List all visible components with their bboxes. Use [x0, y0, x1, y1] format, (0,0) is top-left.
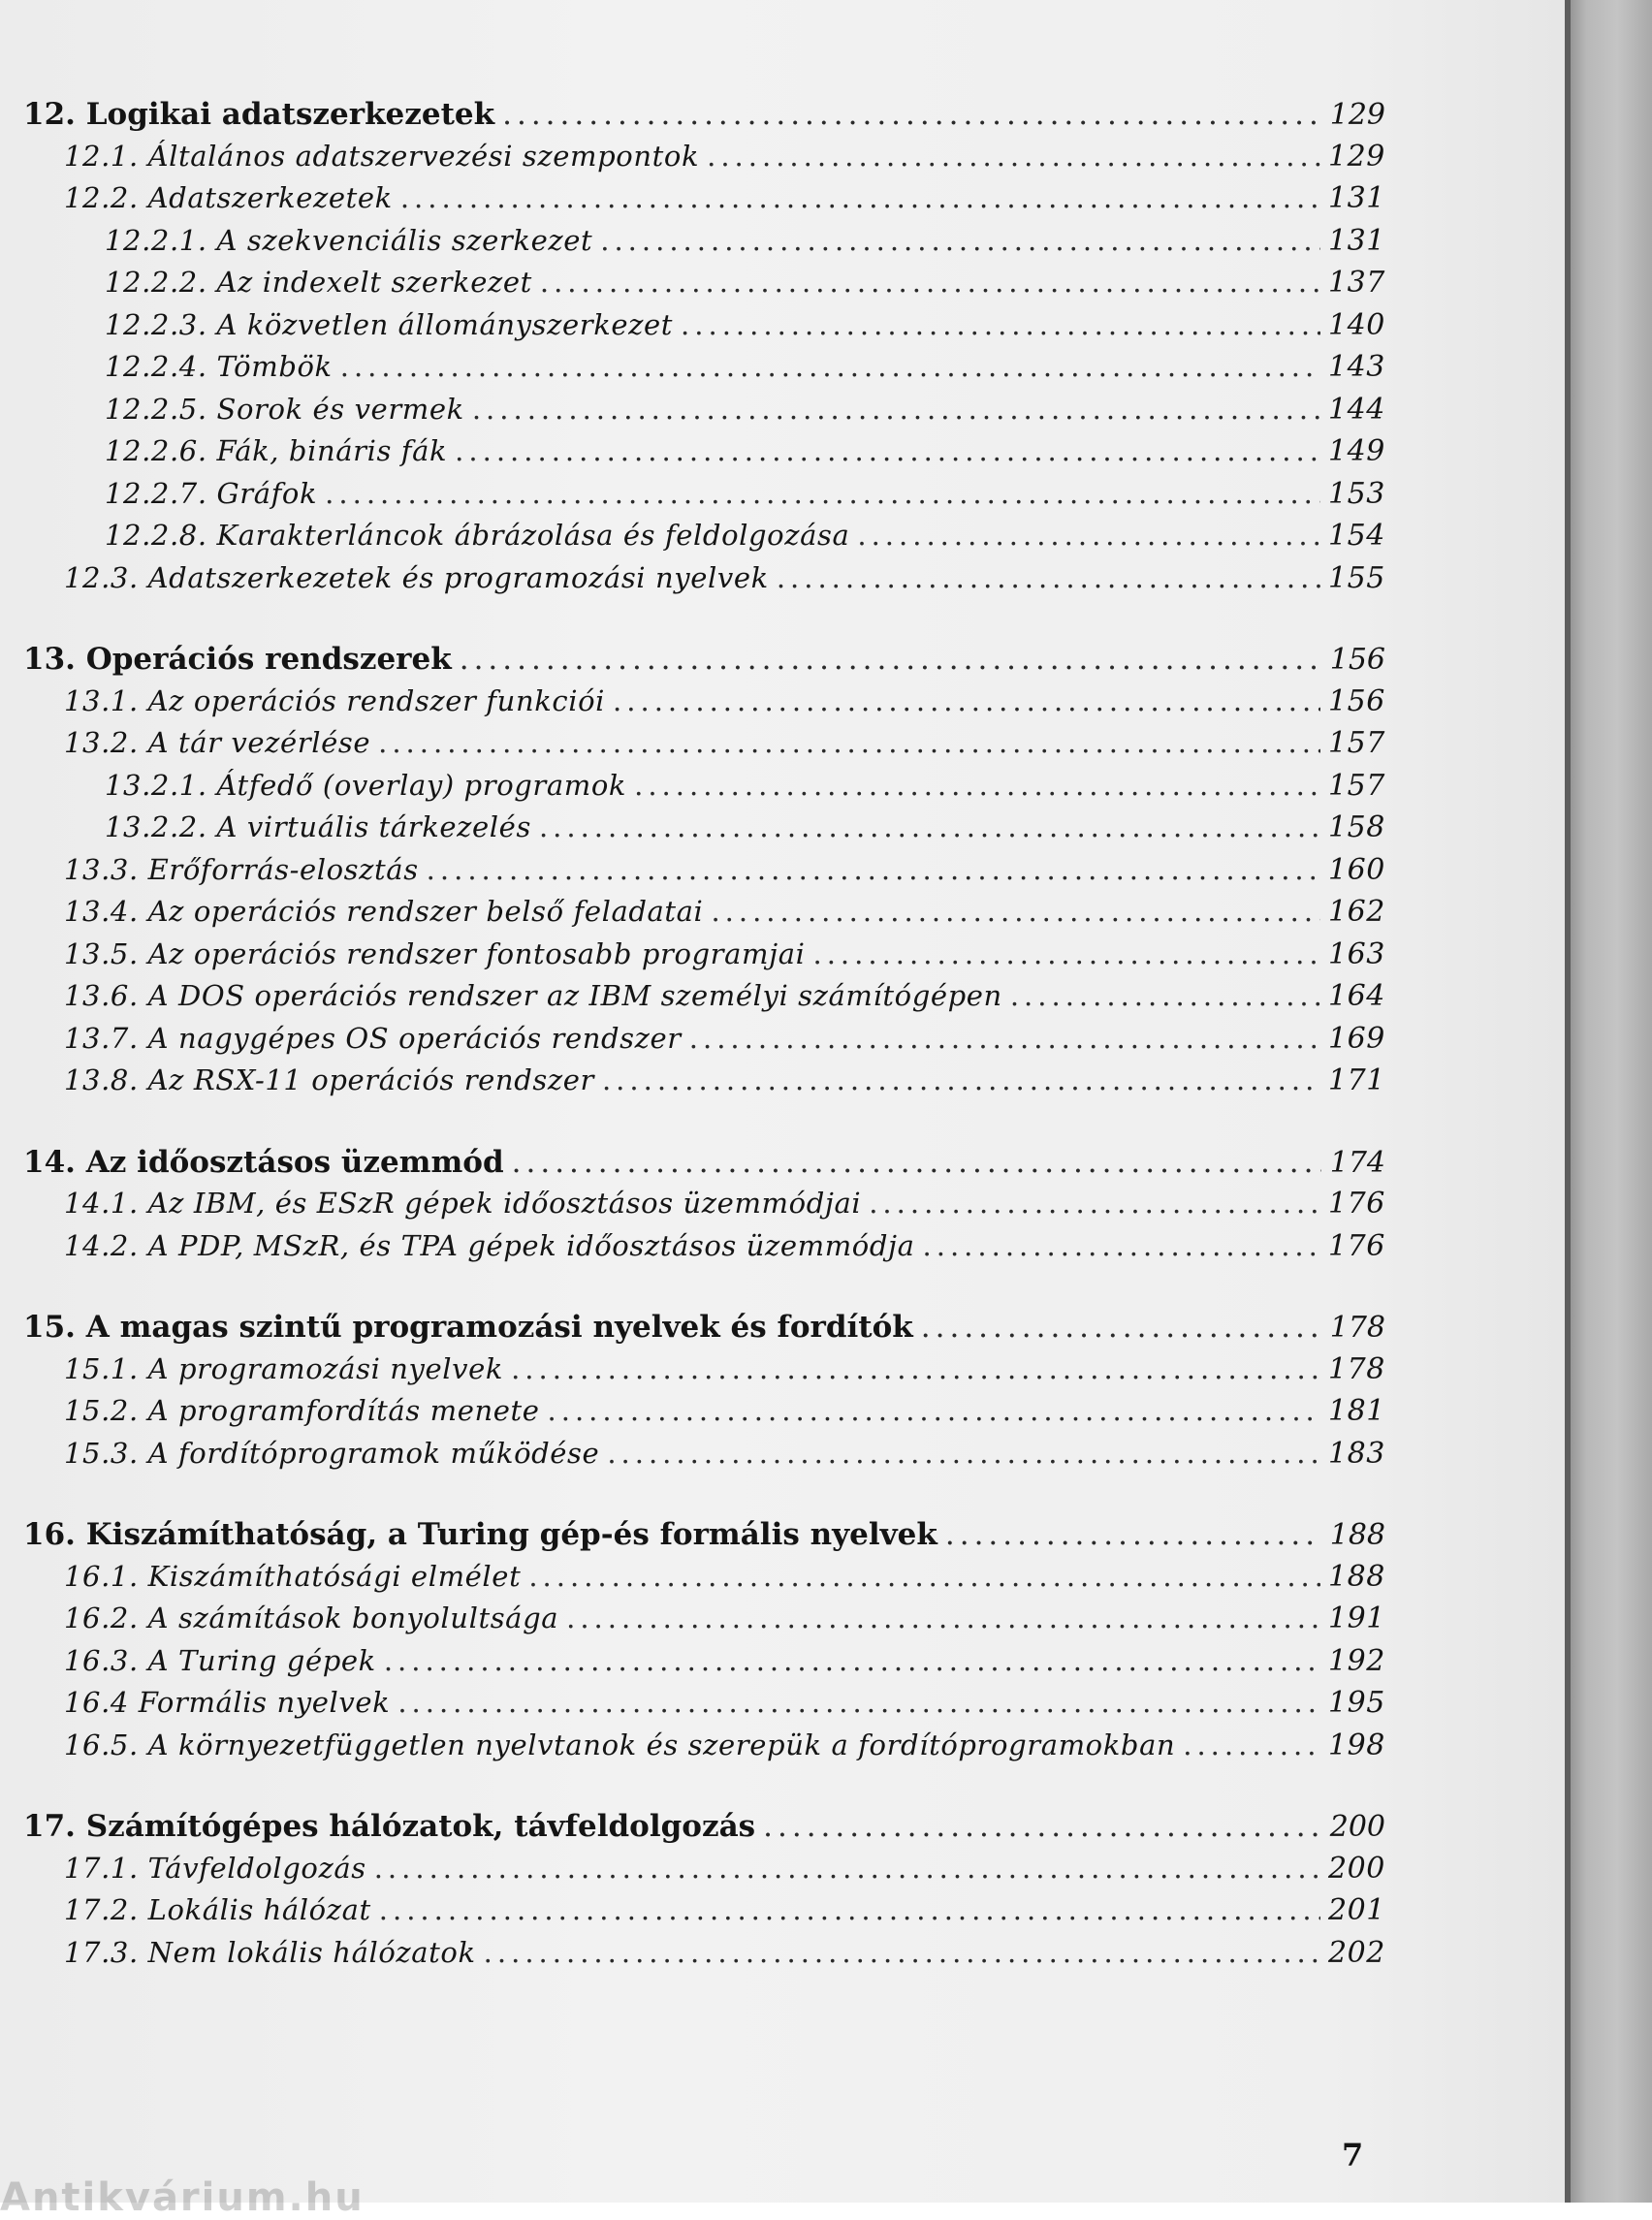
- entry-title: 12.1. Általános adatszervezési szempontok: [64, 139, 700, 173]
- entry-page-number: 169: [1327, 1021, 1385, 1056]
- entry-title: 12.2.8. Karakterláncok ábrázolása és feldolgozása: [105, 519, 850, 552]
- dot-leader: [374, 1852, 1320, 1885]
- dot-leader: [1183, 1728, 1320, 1761]
- entry-page-number: 137: [1327, 266, 1385, 300]
- entry-title: 16.2. A számítások bonyolultsága: [64, 1602, 559, 1634]
- entry-title: 12.2.7. Gráfok: [105, 476, 318, 510]
- entry-title: 12.2.1. A szekvenciális szerkezet: [105, 223, 593, 257]
- subsubsection-entry: [23, 477, 1385, 520]
- entry-page-number: 156: [1329, 643, 1385, 677]
- dot-leader: [400, 181, 1320, 214]
- subsection-entry: [23, 1686, 1385, 1728]
- entry-page-number: 171: [1327, 1063, 1385, 1097]
- subsubsection-entry: [23, 519, 1385, 561]
- dot-leader: [777, 561, 1320, 594]
- entry-page-number: 160: [1327, 852, 1385, 887]
- entry-page-number: 178: [1329, 1311, 1385, 1345]
- subsection-entry: [23, 1229, 1385, 1272]
- entry-title: 16.3. A Turing gépek: [64, 1643, 376, 1677]
- entry-page-number: 157: [1327, 726, 1385, 760]
- toc-section: [23, 1517, 1385, 1770]
- entry-page-number: 149: [1327, 434, 1385, 468]
- dot-leader: [548, 1394, 1320, 1427]
- subsection-entry: [23, 1437, 1385, 1479]
- page-number: 7: [1342, 2137, 1364, 2173]
- entry-title: 12.2.5. Sorok és vermek: [105, 392, 464, 426]
- entry-title: 12.2. Adatszerkezetek: [64, 181, 393, 214]
- entry-page-number: 191: [1327, 1602, 1385, 1635]
- dot-leader: [528, 1560, 1320, 1593]
- entry-page-number: 198: [1327, 1728, 1385, 1762]
- dot-leader: [427, 853, 1320, 886]
- dot-leader: [634, 769, 1320, 802]
- book-edge: [1565, 0, 1652, 2203]
- subsection-entry: [23, 181, 1385, 224]
- entry-title: 16.1. Kiszámíthatósági elmélet: [64, 1559, 522, 1593]
- entry-title: 12.2.3. A közvetlen állományszerkezet: [105, 307, 674, 341]
- subsection-entry: [23, 1728, 1385, 1771]
- subsection-entry: [23, 1602, 1385, 1644]
- entry-page-number: 144: [1327, 392, 1385, 427]
- entry-page-number: 192: [1327, 1643, 1385, 1678]
- entry-page-number: 178: [1327, 1351, 1385, 1386]
- dot-leader: [681, 308, 1320, 341]
- entry-title: 17.3. Nem lokális hálózatok: [64, 1935, 476, 1969]
- entry-page-number: 195: [1327, 1686, 1385, 1720]
- entry-title: 14. Az időosztásos üzemmód: [23, 1144, 504, 1180]
- subsubsection-entry: [23, 434, 1385, 477]
- subsection-entry: [23, 895, 1385, 937]
- entry-page-number: 162: [1327, 895, 1385, 929]
- entry-title: 15.2. A programfordítás menete: [64, 1394, 540, 1427]
- entry-page-number: 164: [1327, 979, 1385, 1013]
- entry-title: 15. A magas szintű programozási nyelvek és fordítók: [23, 1310, 913, 1345]
- dot-leader: [539, 810, 1320, 843]
- entry-page-number: 155: [1327, 560, 1385, 595]
- entry-page-number: 131: [1327, 223, 1385, 258]
- toc-section: [23, 1809, 1385, 1978]
- entry-title: 13.4. Az operációs rendszer belső feladatai: [64, 895, 704, 928]
- entry-title: 13.2. A tár vezérlése: [64, 726, 371, 759]
- entry-page-number: 176: [1327, 1228, 1385, 1263]
- dot-leader: [384, 1644, 1320, 1677]
- entry-page-number: 153: [1327, 476, 1385, 511]
- entry-title: 14.1. Az IBM, és ESzR gépek időosztásos üzemmódjai: [64, 1187, 862, 1220]
- entry-page-number: 174: [1329, 1145, 1385, 1180]
- entry-page-number: 183: [1327, 1436, 1385, 1471]
- entry-page-number: 188: [1329, 1518, 1385, 1552]
- dot-leader: [613, 684, 1320, 717]
- dot-leader: [857, 519, 1320, 552]
- dot-leader: [869, 1187, 1320, 1220]
- entry-title: 13.1. Az operációs rendszer funkciói: [64, 683, 606, 717]
- entry-page-number: 129: [1327, 139, 1385, 174]
- subsection-entry: [23, 979, 1385, 1022]
- dot-leader: [325, 477, 1320, 510]
- entry-title: 13. Operációs rendszerek: [23, 642, 452, 677]
- entry-title: 17.1. Távfeldolgozás: [64, 1851, 366, 1885]
- chapter-heading: [23, 1517, 1385, 1560]
- entry-title: 16.4 Formális nyelvek: [64, 1686, 391, 1719]
- subsection-entry: [23, 140, 1385, 182]
- entry-page-number: 158: [1327, 810, 1385, 844]
- entry-page-number: 157: [1327, 768, 1385, 803]
- entry-page-number: 200: [1329, 1810, 1385, 1844]
- entry-page-number: 156: [1327, 683, 1385, 718]
- subsection-entry: [23, 937, 1385, 980]
- entry-title: 13.8. Az RSX-11 operációs rendszer: [64, 1063, 594, 1096]
- dot-leader: [945, 1517, 1321, 1552]
- entry-title: 13.7. A nagygépes OS operációs rendszer: [64, 1021, 682, 1055]
- entry-title: 17. Számítógépes hálózatok, távfeldolgozás: [23, 1809, 756, 1844]
- chapter-heading: [23, 97, 1385, 140]
- toc-section: [23, 1145, 1385, 1272]
- dot-leader: [484, 1936, 1320, 1969]
- dot-leader: [379, 1893, 1320, 1926]
- dot-leader: [397, 1686, 1320, 1719]
- dot-leader: [378, 726, 1320, 759]
- entry-page-number: 200: [1327, 1851, 1385, 1886]
- subsection-entry: [23, 1394, 1385, 1437]
- entry-title: 13.2.1. Átfedő (overlay) programok: [105, 768, 627, 802]
- entry-title: 17.2. Lokális hálózat: [64, 1893, 371, 1926]
- dot-leader: [763, 1809, 1321, 1844]
- subsection-entry: [23, 1936, 1385, 1979]
- entry-title: 14.2. A PDP, MSzR, és TPA gépek időosztásos üzemmódja: [64, 1228, 915, 1262]
- entry-title: 16.5. A környezetfüggetlen nyelvtanok és szerepük a fordítóprogramokban: [64, 1728, 1176, 1761]
- dot-leader: [340, 350, 1320, 383]
- dot-leader: [472, 393, 1320, 426]
- subsubsection-entry: [23, 810, 1385, 853]
- entry-page-number: 131: [1327, 181, 1385, 215]
- entry-title: 12.2.4. Tömbök: [105, 350, 333, 383]
- subsubsection-entry: [23, 769, 1385, 811]
- entry-page-number: 154: [1327, 519, 1385, 553]
- dot-leader: [813, 937, 1320, 970]
- dot-leader: [460, 642, 1321, 677]
- subsection-entry: [23, 853, 1385, 896]
- table-of-contents: [23, 97, 1385, 2016]
- dot-leader: [512, 1145, 1321, 1180]
- subsection-entry: [23, 1852, 1385, 1894]
- entry-title: 13.3. Erőforrás-elosztás: [64, 852, 419, 886]
- entry-title: 13.2.2. A virtuális tárkezelés: [105, 810, 531, 843]
- subsubsection-entry: [23, 224, 1385, 267]
- chapter-heading: [23, 1145, 1385, 1188]
- dot-leader: [511, 1352, 1320, 1385]
- subsubsection-entry: [23, 266, 1385, 308]
- subsection-entry: [23, 1560, 1385, 1602]
- subsubsection-entry: [23, 308, 1385, 351]
- toc-section: [23, 642, 1385, 1106]
- entry-title: 12.2.6. Fák, bináris fák: [105, 434, 448, 467]
- dot-leader: [923, 1229, 1320, 1262]
- entry-title: 12.2.2. Az indexelt szerkezet: [105, 266, 532, 299]
- chapter-heading: [23, 1310, 1385, 1352]
- entry-page-number: 181: [1327, 1394, 1385, 1428]
- subsubsection-entry: [23, 350, 1385, 393]
- subsection-entry: [23, 1022, 1385, 1064]
- entry-title: 15.1. A programozási nyelvek: [64, 1351, 504, 1385]
- dot-leader: [566, 1602, 1320, 1634]
- dot-leader: [600, 224, 1320, 257]
- entry-title: 12. Logikai adatszerkezetek: [23, 97, 495, 132]
- entry-page-number: 143: [1327, 350, 1385, 384]
- subsection-entry: [23, 1644, 1385, 1687]
- chapter-heading: [23, 1809, 1385, 1852]
- entry-page-number: 201: [1327, 1893, 1385, 1927]
- subsection-entry: [23, 1893, 1385, 1936]
- toc-section: [23, 97, 1385, 603]
- dot-leader: [707, 140, 1320, 173]
- dot-leader: [689, 1022, 1320, 1055]
- entry-title: 13.5. Az operációs rendszer fontosabb programjai: [64, 936, 806, 970]
- toc-section: [23, 1310, 1385, 1478]
- entry-page-number: 202: [1327, 1935, 1385, 1970]
- dot-leader: [1010, 979, 1320, 1012]
- entry-title: 12.3. Adatszerkezetek és programozási nyelvek: [64, 560, 769, 594]
- entry-page-number: 188: [1327, 1559, 1385, 1594]
- dot-leader: [607, 1437, 1320, 1470]
- dot-leader: [921, 1310, 1321, 1345]
- subsubsection-entry: [23, 393, 1385, 435]
- dot-leader: [455, 434, 1320, 467]
- entry-page-number: 140: [1327, 307, 1385, 342]
- watermark: Antikvárium.hu: [0, 2175, 365, 2220]
- entry-page-number: 163: [1327, 936, 1385, 971]
- dot-leader: [540, 266, 1320, 299]
- entry-title: 16. Kiszámíthatóság, a Turing gép-és formális nyelvek: [23, 1517, 937, 1552]
- entry-title: 15.3. A fordítóprogramok működése: [64, 1436, 600, 1470]
- dot-leader: [602, 1063, 1320, 1096]
- subsection-entry: [23, 1063, 1385, 1106]
- dot-leader: [711, 895, 1320, 928]
- subsection-entry: [23, 726, 1385, 769]
- entry-title: 13.6. A DOS operációs rendszer az IBM személyi számítógépen: [64, 979, 1002, 1012]
- entry-page-number: 176: [1327, 1187, 1385, 1221]
- dot-leader: [502, 97, 1321, 132]
- subsection-entry: [23, 1352, 1385, 1395]
- chapter-heading: [23, 642, 1385, 684]
- subsection-entry: [23, 561, 1385, 604]
- subsection-entry: [23, 1187, 1385, 1229]
- subsection-entry: [23, 684, 1385, 727]
- entry-page-number: 129: [1329, 98, 1385, 132]
